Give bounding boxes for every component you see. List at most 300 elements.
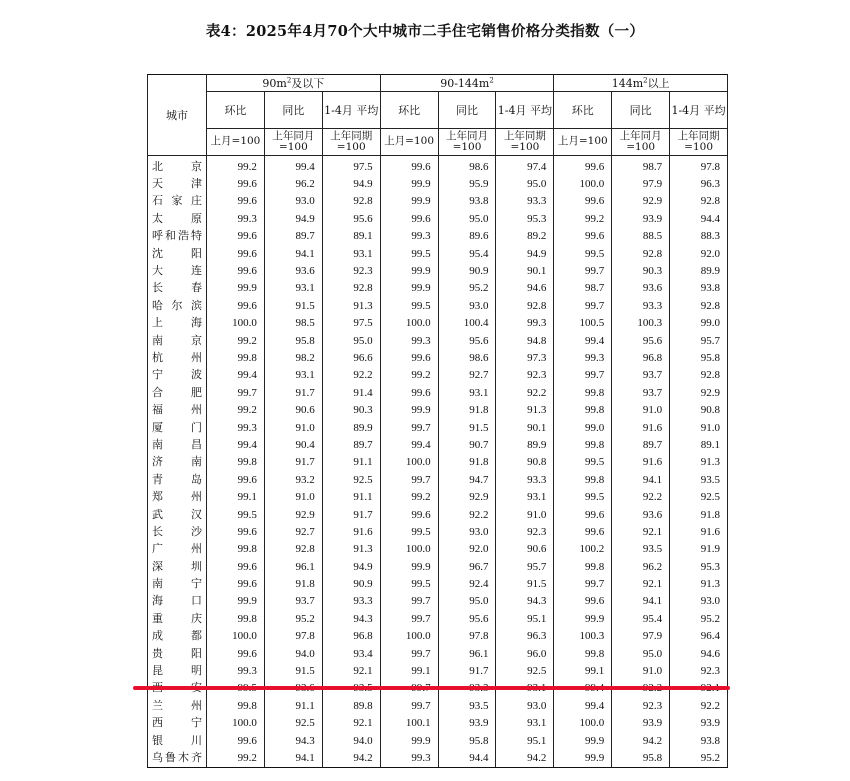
index-value-cell: 94.6 bbox=[670, 645, 728, 662]
index-value-cell: 99.8 bbox=[554, 384, 612, 401]
index-value-cell: 94.4 bbox=[670, 210, 728, 227]
index-value-cell: 92.0 bbox=[670, 245, 728, 262]
index-value-cell: 92.4 bbox=[438, 575, 496, 592]
index-value-cell: 93.1 bbox=[322, 245, 380, 262]
city-name-cell bbox=[148, 367, 207, 384]
index-value-cell: 91.8 bbox=[438, 401, 496, 418]
index-value-cell: 92.1 bbox=[612, 523, 670, 540]
index-value-cell: 94.3 bbox=[322, 610, 380, 627]
index-value-cell: 99.6 bbox=[207, 558, 265, 575]
index-value-cell: 92.3 bbox=[496, 367, 554, 384]
index-value-cell: 92.8 bbox=[322, 280, 380, 297]
city-name: 银 川 bbox=[152, 733, 202, 747]
index-value-cell: 100.0 bbox=[380, 628, 438, 645]
table-row bbox=[148, 228, 728, 245]
subheader-cell: 1-4月 平均 bbox=[496, 92, 554, 129]
index-value-cell: 95.8 bbox=[670, 349, 728, 366]
index-value-cell: 95.6 bbox=[438, 610, 496, 627]
index-value-cell: 97.4 bbox=[496, 156, 554, 176]
index-value-cell: 99.6 bbox=[207, 575, 265, 592]
index-value-cell: 93.0 bbox=[438, 297, 496, 314]
index-value-cell: 95.2 bbox=[670, 610, 728, 627]
group-header-90-144: $90-144m^2$ bbox=[380, 75, 554, 92]
index-value-cell: 92.2 bbox=[438, 506, 496, 523]
index-value-cell: 93.9 bbox=[670, 715, 728, 732]
city-name-cell bbox=[148, 506, 207, 523]
table-row bbox=[148, 193, 728, 210]
index-value-cell: 99.6 bbox=[380, 506, 438, 523]
index-value-cell: 99.2 bbox=[554, 210, 612, 227]
index-value-cell: 88.5 bbox=[612, 228, 670, 245]
index-value-cell: 95.8 bbox=[612, 749, 670, 767]
table-row bbox=[148, 210, 728, 227]
index-value-cell: 99.6 bbox=[554, 193, 612, 210]
index-value-cell: 99.4 bbox=[554, 697, 612, 714]
city-name: 福 州 bbox=[152, 403, 202, 417]
index-value-cell: 99.7 bbox=[554, 575, 612, 592]
index-value-cell: 93.9 bbox=[612, 715, 670, 732]
index-value-cell: 92.2 bbox=[322, 367, 380, 384]
city-name: 哈 尔 滨 bbox=[152, 298, 202, 312]
index-value-cell: 97.3 bbox=[496, 349, 554, 366]
index-value-cell: 93.5 bbox=[612, 541, 670, 558]
index-value-cell: 94.0 bbox=[264, 645, 322, 662]
table-row bbox=[148, 384, 728, 401]
city-name-cell bbox=[148, 332, 207, 349]
index-value-cell: 99.5 bbox=[554, 488, 612, 505]
city-name: 南 宁 bbox=[152, 577, 202, 591]
city-name: 呼 和 浩 特 bbox=[152, 229, 202, 243]
index-value-cell: 93.1 bbox=[496, 488, 554, 505]
index-value-cell: 99.4 bbox=[207, 436, 265, 453]
index-value-cell: 99.8 bbox=[207, 454, 265, 471]
index-value-cell: 92.1 bbox=[612, 575, 670, 592]
city-name-cell bbox=[148, 628, 207, 645]
index-value-cell: 99.2 bbox=[207, 401, 265, 418]
city-name: 长 春 bbox=[152, 281, 202, 295]
index-value-cell: 100.0 bbox=[380, 454, 438, 471]
base-header-cell: 上年同月 =100 bbox=[264, 129, 322, 156]
index-value-cell: 99.2 bbox=[380, 367, 438, 384]
table-row bbox=[148, 488, 728, 505]
index-value-cell: 91.7 bbox=[322, 506, 380, 523]
index-value-cell: 92.3 bbox=[612, 697, 670, 714]
index-value-cell: 95.6 bbox=[438, 332, 496, 349]
index-value-cell: 92.9 bbox=[670, 384, 728, 401]
price-index-table bbox=[147, 74, 728, 768]
index-value-cell: 99.3 bbox=[380, 332, 438, 349]
index-value-cell: 91.6 bbox=[322, 523, 380, 540]
index-value-cell: 93.7 bbox=[612, 384, 670, 401]
table-row bbox=[148, 593, 728, 610]
table-row bbox=[148, 628, 728, 645]
city-name: 乌 鲁 木 齐 bbox=[152, 750, 202, 764]
index-value-cell: 99.6 bbox=[554, 156, 612, 176]
table-row bbox=[148, 471, 728, 488]
index-value-cell: 99.6 bbox=[554, 593, 612, 610]
index-value-cell: 99.7 bbox=[554, 367, 612, 384]
index-value-cell: 99.0 bbox=[670, 315, 728, 332]
index-value-cell: 99.3 bbox=[554, 349, 612, 366]
index-value-cell: 94.9 bbox=[264, 210, 322, 227]
index-value-cell: 93.1 bbox=[264, 280, 322, 297]
city-name: 青 岛 bbox=[152, 472, 202, 486]
index-value-cell: 91.1 bbox=[264, 697, 322, 714]
index-value-cell: 94.2 bbox=[612, 732, 670, 749]
index-value-cell: 91.0 bbox=[264, 419, 322, 436]
index-value-cell: 99.2 bbox=[380, 488, 438, 505]
index-value-cell: 95.1 bbox=[496, 610, 554, 627]
index-value-cell: 99.7 bbox=[207, 384, 265, 401]
city-name: 广 州 bbox=[152, 542, 202, 556]
city-name-cell bbox=[148, 228, 207, 245]
table-row bbox=[148, 732, 728, 749]
index-value-cell: 100.5 bbox=[554, 315, 612, 332]
subheader-cell: 同比 bbox=[438, 92, 496, 129]
index-value-cell: 98.7 bbox=[554, 280, 612, 297]
city-name-cell bbox=[148, 436, 207, 453]
index-value-cell: 95.2 bbox=[670, 749, 728, 767]
index-value-cell: 99.7 bbox=[380, 697, 438, 714]
index-value-cell: 89.9 bbox=[670, 262, 728, 279]
red-underline-marker bbox=[133, 686, 730, 690]
index-value-cell: 100.2 bbox=[554, 541, 612, 558]
index-value-cell: 95.3 bbox=[496, 210, 554, 227]
index-value-cell: 94.4 bbox=[438, 749, 496, 767]
index-value-cell: 95.4 bbox=[612, 610, 670, 627]
table-row bbox=[148, 454, 728, 471]
index-value-cell: 99.3 bbox=[207, 419, 265, 436]
index-value-cell: 94.2 bbox=[496, 749, 554, 767]
index-value-cell: 93.8 bbox=[670, 280, 728, 297]
city-name: 上 海 bbox=[152, 316, 202, 330]
index-value-cell: 99.8 bbox=[554, 558, 612, 575]
index-value-cell: 99.7 bbox=[380, 419, 438, 436]
index-value-cell: 90.9 bbox=[438, 262, 496, 279]
city-name: 太 原 bbox=[152, 211, 202, 225]
index-value-cell: 97.8 bbox=[670, 156, 728, 176]
index-value-cell: 99.3 bbox=[207, 662, 265, 679]
index-value-cell: 91.0 bbox=[496, 506, 554, 523]
index-value-cell: 92.5 bbox=[322, 471, 380, 488]
index-value-cell: 99.6 bbox=[554, 228, 612, 245]
index-value-cell: 93.0 bbox=[264, 193, 322, 210]
city-name: 重 庆 bbox=[152, 611, 202, 625]
city-name-cell bbox=[148, 210, 207, 227]
base-header-cell: 上年同期 =100 bbox=[496, 129, 554, 156]
base-header-cell: 上年同期 =100 bbox=[322, 129, 380, 156]
city-name: 厦 门 bbox=[152, 420, 202, 434]
index-value-cell: 99.6 bbox=[380, 349, 438, 366]
city-name: 杭 州 bbox=[152, 350, 202, 364]
table-row bbox=[148, 541, 728, 558]
index-value-cell: 97.8 bbox=[438, 628, 496, 645]
city-name-cell bbox=[148, 384, 207, 401]
index-value-cell: 99.9 bbox=[380, 280, 438, 297]
index-value-cell: 99.5 bbox=[380, 245, 438, 262]
table-row bbox=[148, 245, 728, 262]
index-value-cell: 99.0 bbox=[554, 419, 612, 436]
index-value-cell: 94.8 bbox=[496, 332, 554, 349]
index-value-cell: 91.3 bbox=[322, 297, 380, 314]
subheader-cell: 同比 bbox=[264, 92, 322, 129]
city-name: 郑 州 bbox=[152, 490, 202, 504]
index-value-cell: 99.9 bbox=[380, 401, 438, 418]
index-value-cell: 91.4 bbox=[322, 384, 380, 401]
index-value-cell: 88.3 bbox=[670, 228, 728, 245]
index-value-cell: 100.1 bbox=[380, 715, 438, 732]
city-name: 昆 明 bbox=[152, 664, 202, 678]
index-value-cell: 99.6 bbox=[207, 228, 265, 245]
city-column-header: 城市 bbox=[148, 75, 207, 156]
table-row bbox=[148, 523, 728, 540]
city-name-cell bbox=[148, 349, 207, 366]
index-value-cell: 91.8 bbox=[670, 506, 728, 523]
index-value-cell: 93.6 bbox=[264, 262, 322, 279]
index-value-cell: 99.6 bbox=[207, 523, 265, 540]
index-value-cell: 99.1 bbox=[554, 662, 612, 679]
base-header-cell: 上月=100 bbox=[380, 129, 438, 156]
index-value-cell: 100.0 bbox=[380, 315, 438, 332]
index-value-cell: 100.0 bbox=[207, 315, 265, 332]
index-value-cell: 91.0 bbox=[612, 401, 670, 418]
index-value-cell: 99.6 bbox=[207, 732, 265, 749]
index-value-cell: 91.8 bbox=[438, 454, 496, 471]
index-value-cell: 89.7 bbox=[322, 436, 380, 453]
index-value-cell: 90.9 bbox=[322, 575, 380, 592]
index-value-cell: 92.3 bbox=[670, 662, 728, 679]
index-value-cell: 95.8 bbox=[438, 732, 496, 749]
city-name-cell bbox=[148, 454, 207, 471]
city-name: 石 家 庄 bbox=[152, 194, 202, 208]
index-value-cell: 99.6 bbox=[554, 523, 612, 540]
table-row bbox=[148, 315, 728, 332]
city-name-cell bbox=[148, 262, 207, 279]
index-value-cell: 92.2 bbox=[496, 384, 554, 401]
index-value-cell: 96.1 bbox=[438, 645, 496, 662]
index-value-cell: 89.1 bbox=[670, 436, 728, 453]
index-value-cell: 93.7 bbox=[612, 367, 670, 384]
index-value-cell: 99.8 bbox=[554, 471, 612, 488]
index-value-cell: 92.7 bbox=[264, 523, 322, 540]
index-value-cell: 99.1 bbox=[380, 662, 438, 679]
index-value-cell: 92.8 bbox=[670, 367, 728, 384]
index-value-cell: 90.6 bbox=[496, 541, 554, 558]
index-value-cell: 98.2 bbox=[264, 349, 322, 366]
city-name-cell bbox=[148, 662, 207, 679]
city-name-cell bbox=[148, 523, 207, 540]
index-value-cell: 95.0 bbox=[322, 332, 380, 349]
table-row bbox=[148, 419, 728, 436]
index-value-cell: 91.7 bbox=[264, 384, 322, 401]
table-row bbox=[148, 332, 728, 349]
index-value-cell: 99.1 bbox=[207, 488, 265, 505]
index-value-cell: 91.3 bbox=[670, 575, 728, 592]
city-name: 济 南 bbox=[152, 455, 202, 469]
base-header-cell: 上年同月 =100 bbox=[612, 129, 670, 156]
index-value-cell: 95.8 bbox=[264, 332, 322, 349]
city-name: 长 沙 bbox=[152, 524, 202, 538]
index-value-cell: 92.1 bbox=[322, 662, 380, 679]
index-value-cell: 99.6 bbox=[207, 262, 265, 279]
index-value-cell: 98.5 bbox=[264, 315, 322, 332]
city-name: 成 都 bbox=[152, 629, 202, 643]
index-value-cell: 92.3 bbox=[322, 262, 380, 279]
index-value-cell: 99.5 bbox=[380, 297, 438, 314]
index-value-cell: 91.5 bbox=[264, 662, 322, 679]
index-value-cell: 96.3 bbox=[496, 628, 554, 645]
index-value-cell: 99.9 bbox=[207, 280, 265, 297]
subheader-cell: 环比 bbox=[207, 92, 265, 129]
city-name-cell bbox=[148, 558, 207, 575]
index-value-cell: 99.4 bbox=[380, 436, 438, 453]
city-name: 武 汉 bbox=[152, 507, 202, 521]
index-value-cell: 91.6 bbox=[670, 523, 728, 540]
table-row bbox=[148, 662, 728, 679]
table-row bbox=[148, 401, 728, 418]
city-name-cell bbox=[148, 575, 207, 592]
city-name: 天 津 bbox=[152, 177, 202, 191]
index-value-cell: 93.9 bbox=[612, 210, 670, 227]
index-value-cell: 91.5 bbox=[496, 575, 554, 592]
index-value-cell: 90.8 bbox=[670, 401, 728, 418]
table-title: 表4：2025年4月70个大中城市二手住宅销售价格分类指数（一） bbox=[205, 23, 645, 40]
table-row bbox=[148, 645, 728, 662]
index-value-cell: 89.8 bbox=[322, 697, 380, 714]
index-value-cell: 96.2 bbox=[264, 175, 322, 192]
index-value-cell: 99.8 bbox=[554, 436, 612, 453]
index-value-cell: 93.4 bbox=[322, 645, 380, 662]
index-value-cell: 91.3 bbox=[496, 401, 554, 418]
city-name: 南 京 bbox=[152, 333, 202, 347]
index-value-cell: 91.6 bbox=[612, 419, 670, 436]
group-header-over-144: $144m^2$以上 bbox=[554, 75, 728, 92]
city-name: 宁 波 bbox=[152, 368, 202, 382]
index-value-cell: 92.7 bbox=[438, 367, 496, 384]
index-value-cell: 97.9 bbox=[612, 628, 670, 645]
index-value-cell: 92.8 bbox=[322, 193, 380, 210]
index-value-cell: 100.0 bbox=[554, 715, 612, 732]
index-value-cell: 92.2 bbox=[612, 488, 670, 505]
index-value-cell: 99.9 bbox=[380, 732, 438, 749]
index-value-cell: 94.9 bbox=[496, 245, 554, 262]
table-row bbox=[148, 436, 728, 453]
index-value-cell: 99.7 bbox=[380, 593, 438, 610]
index-value-cell: 92.5 bbox=[264, 715, 322, 732]
index-value-cell: 89.9 bbox=[322, 419, 380, 436]
city-name: 沈 阳 bbox=[152, 246, 202, 260]
index-value-cell: 93.2 bbox=[264, 471, 322, 488]
city-name: 贵 阳 bbox=[152, 646, 202, 660]
index-value-cell: 90.1 bbox=[496, 262, 554, 279]
index-value-cell: 99.5 bbox=[554, 245, 612, 262]
index-value-cell: 99.6 bbox=[207, 193, 265, 210]
index-value-cell: 100.3 bbox=[612, 315, 670, 332]
city-name-cell bbox=[148, 245, 207, 262]
index-value-cell: 99.9 bbox=[554, 732, 612, 749]
table-row bbox=[148, 610, 728, 627]
index-value-cell: 95.2 bbox=[438, 280, 496, 297]
index-value-cell: 97.9 bbox=[612, 175, 670, 192]
city-name-cell bbox=[148, 297, 207, 314]
group-header-under-90: $90m^2$及以下 bbox=[207, 75, 381, 92]
index-value-cell: 93.0 bbox=[438, 523, 496, 540]
index-value-cell: 100.0 bbox=[207, 628, 265, 645]
index-value-cell: 95.4 bbox=[438, 245, 496, 262]
subheader-cell: 1-4月 平均 bbox=[670, 92, 728, 129]
subheader-cell: 环比 bbox=[380, 92, 438, 129]
index-value-cell: 96.7 bbox=[438, 558, 496, 575]
index-value-cell: 93.1 bbox=[438, 384, 496, 401]
index-value-cell: 99.2 bbox=[207, 332, 265, 349]
index-value-cell: 95.0 bbox=[438, 593, 496, 610]
base-header-cell: 上月=100 bbox=[554, 129, 612, 156]
index-value-cell: 93.3 bbox=[322, 593, 380, 610]
index-value-cell: 99.6 bbox=[380, 210, 438, 227]
city-name-cell bbox=[148, 315, 207, 332]
index-value-cell: 93.8 bbox=[438, 193, 496, 210]
city-name: 海 口 bbox=[152, 594, 202, 608]
index-value-cell: 94.1 bbox=[612, 471, 670, 488]
city-name: 合 肥 bbox=[152, 385, 202, 399]
index-value-cell: 94.1 bbox=[264, 749, 322, 767]
index-value-cell: 90.4 bbox=[264, 436, 322, 453]
subheader-cell: 1-4月 平均 bbox=[322, 92, 380, 129]
index-value-cell: 99.9 bbox=[380, 558, 438, 575]
city-name-cell bbox=[148, 732, 207, 749]
index-value-cell: 99.8 bbox=[207, 697, 265, 714]
city-name-cell bbox=[148, 156, 207, 176]
index-value-cell: 92.1 bbox=[322, 715, 380, 732]
index-value-cell: 95.7 bbox=[670, 332, 728, 349]
index-value-cell: 99.6 bbox=[207, 471, 265, 488]
index-value-cell: 99.5 bbox=[380, 575, 438, 592]
index-value-cell: 98.7 bbox=[612, 156, 670, 176]
index-value-cell: 89.1 bbox=[322, 228, 380, 245]
city-name-cell bbox=[148, 280, 207, 297]
index-value-cell: 99.3 bbox=[207, 210, 265, 227]
index-value-cell: 95.6 bbox=[322, 210, 380, 227]
index-value-cell: 95.3 bbox=[670, 558, 728, 575]
index-value-cell: 93.0 bbox=[496, 697, 554, 714]
index-value-cell: 90.1 bbox=[496, 419, 554, 436]
index-value-cell: 93.1 bbox=[496, 715, 554, 732]
table-row bbox=[148, 175, 728, 192]
index-value-cell: 99.9 bbox=[207, 593, 265, 610]
index-value-cell: 95.1 bbox=[496, 732, 554, 749]
city-name-cell bbox=[148, 175, 207, 192]
city-name: 北 京 bbox=[152, 159, 202, 173]
index-value-cell: 91.0 bbox=[612, 662, 670, 679]
index-value-cell: 94.1 bbox=[264, 245, 322, 262]
index-value-cell: 95.6 bbox=[612, 332, 670, 349]
index-value-cell: 94.0 bbox=[322, 732, 380, 749]
table-row bbox=[148, 297, 728, 314]
index-value-cell: 93.6 bbox=[612, 280, 670, 297]
city-name-cell bbox=[148, 419, 207, 436]
index-value-cell: 93.9 bbox=[438, 715, 496, 732]
index-value-cell: 94.7 bbox=[438, 471, 496, 488]
city-name-cell bbox=[148, 749, 207, 767]
index-value-cell: 100.4 bbox=[438, 315, 496, 332]
index-value-cell: 94.9 bbox=[322, 558, 380, 575]
table-row bbox=[148, 280, 728, 297]
index-value-cell: 99.7 bbox=[554, 297, 612, 314]
index-value-cell: 99.3 bbox=[496, 315, 554, 332]
index-value-cell: 99.5 bbox=[380, 523, 438, 540]
subheader-cell: 同比 bbox=[612, 92, 670, 129]
subheader-cell: 环比 bbox=[554, 92, 612, 129]
